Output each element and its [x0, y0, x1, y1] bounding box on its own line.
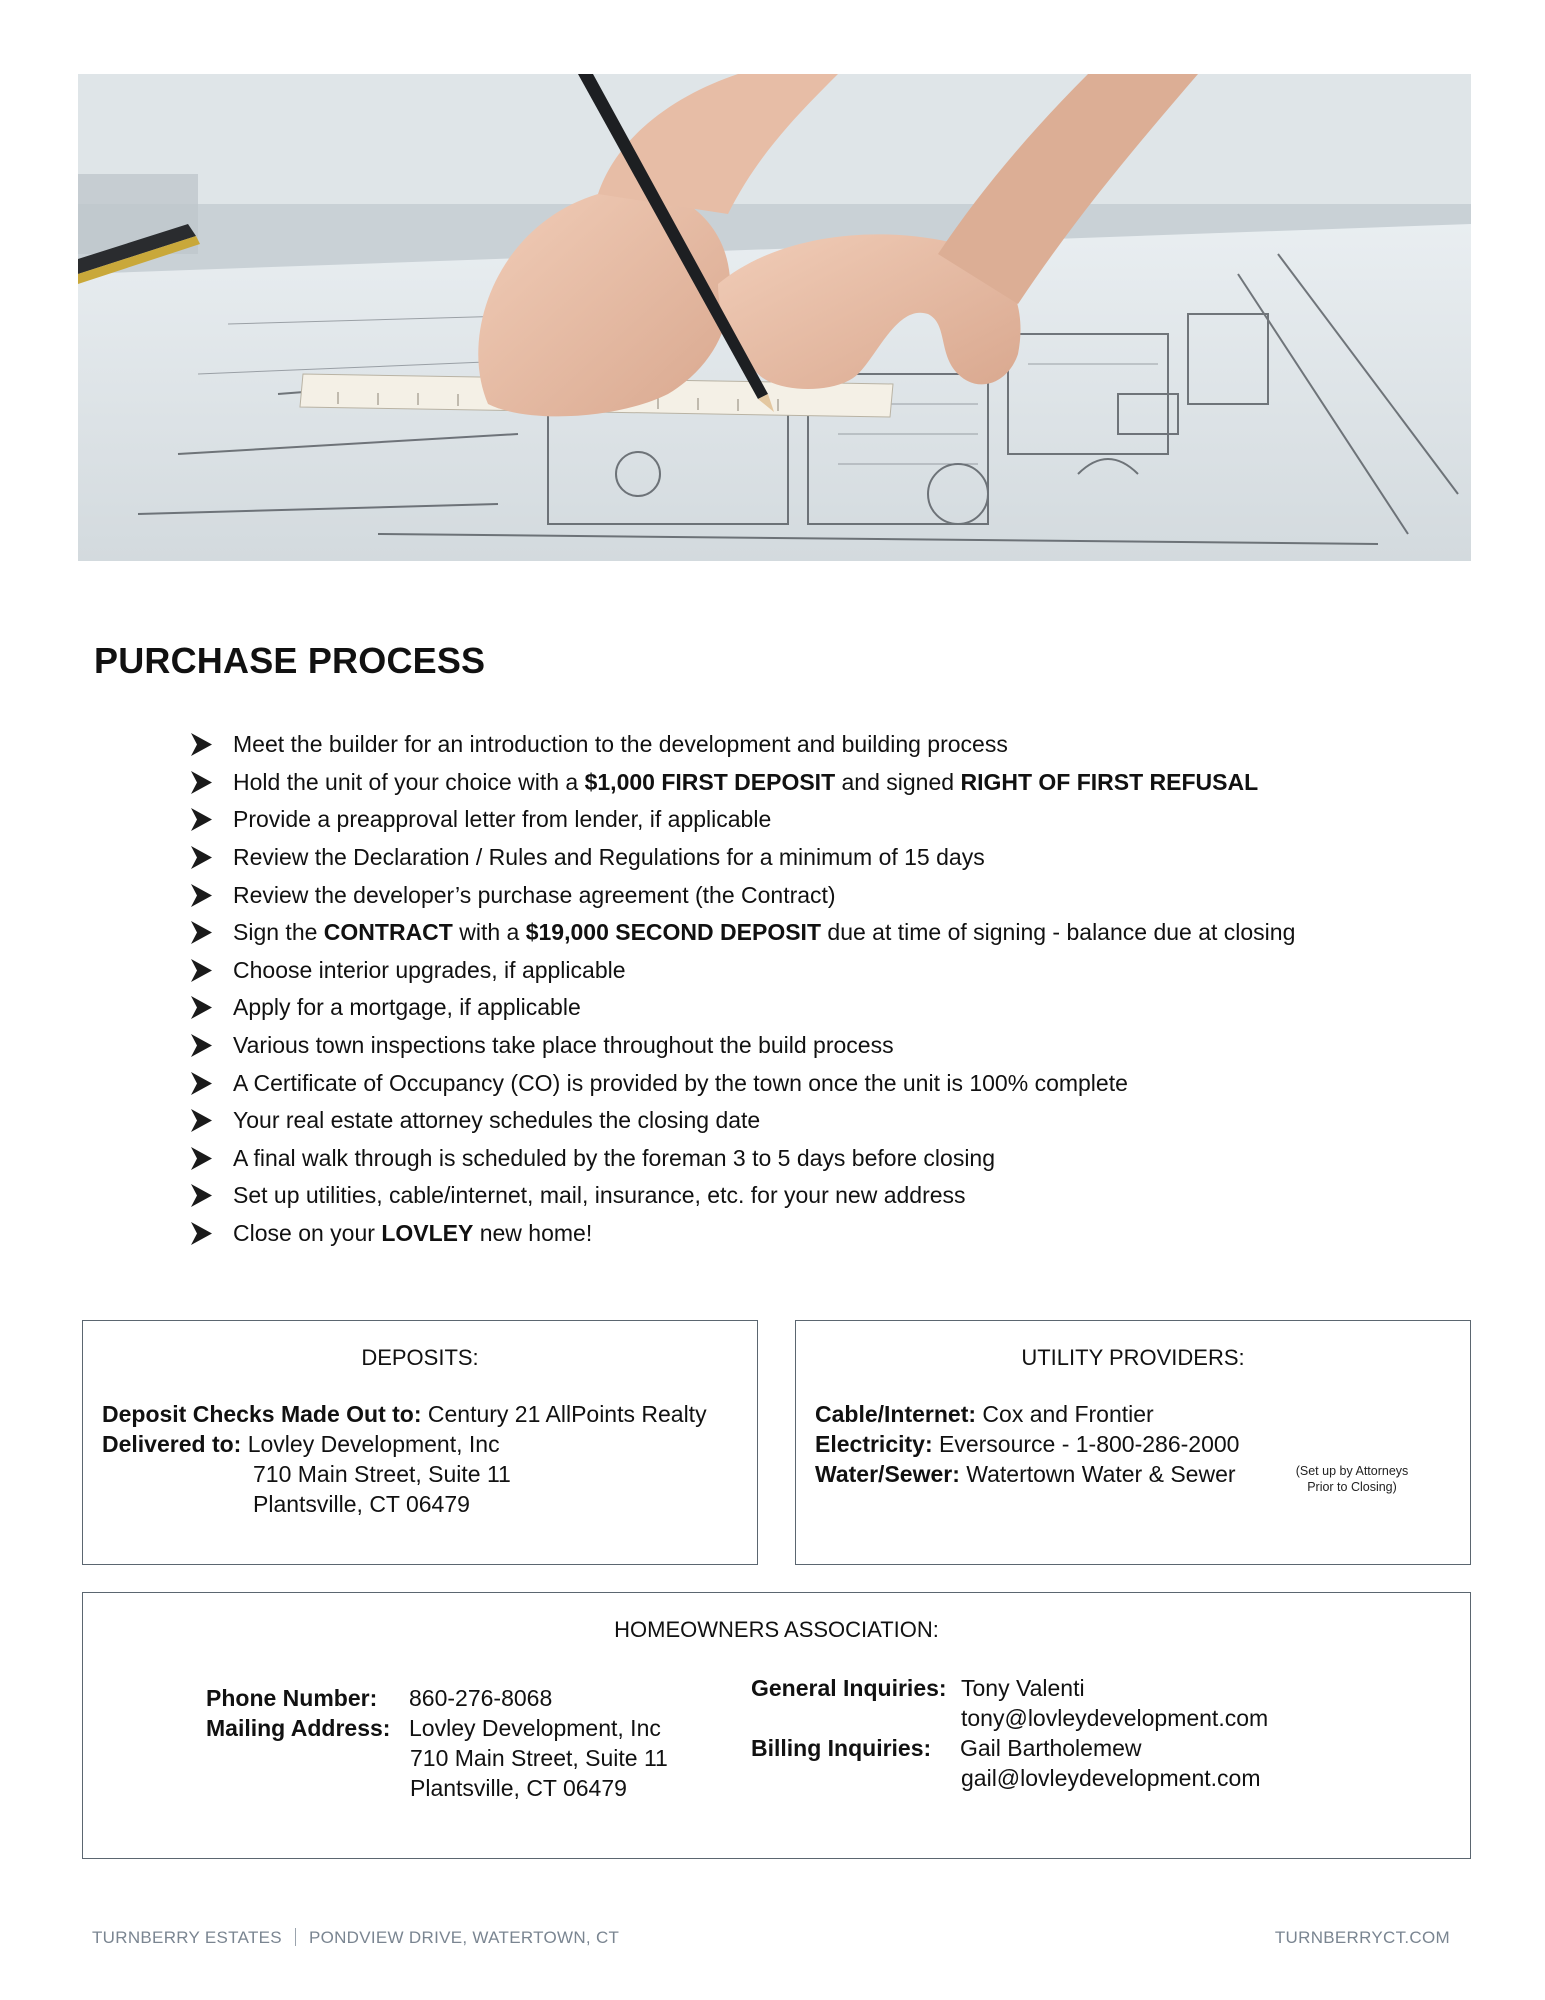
step-text: Various town inspections take place throughout the build process	[233, 1032, 894, 1059]
electricity-row: Electricity: Eversource - 1-800-286-2000	[815, 1431, 1240, 1457]
deposit-made-out-row: Deposit Checks Made Out to: Century 21 AllPoints Realty	[102, 1401, 707, 1427]
arrow-bullet-icon	[189, 883, 214, 908]
blueprint-illustration	[78, 74, 1471, 561]
list-item	[189, 1215, 1295, 1253]
step-text: Review the developer’s purchase agreement (the Contract)	[233, 881, 836, 908]
utility-providers-box	[795, 1320, 1471, 1565]
list-item	[189, 764, 1295, 802]
deposit-address-line: Plantsville, CT 06479	[253, 1491, 470, 1517]
list-item	[189, 801, 1295, 839]
page-title: PURCHASE PROCESS	[94, 640, 486, 681]
deposits-heading: DEPOSITS:	[361, 1345, 479, 1370]
arrow-bullet-icon	[189, 807, 214, 832]
step-text: Close on your LOVLEY new home!	[233, 1220, 593, 1247]
step-text: Set up utilities, cable/internet, mail, insurance, etc. for your new address	[233, 1182, 966, 1209]
arrow-bullet-icon	[189, 845, 214, 870]
step-text: Provide a preapproval letter from lender, if applicable	[233, 806, 772, 833]
footer-development-name: TURNBERRY ESTATES	[92, 1928, 282, 1947]
step-text: A final walk through is scheduled by the foreman 3 to 5 days before closing	[233, 1144, 996, 1171]
list-item	[189, 1102, 1295, 1140]
arrow-bullet-icon	[189, 958, 214, 983]
hoa-heading: HOMEOWNERS ASSOCIATION:	[614, 1617, 939, 1642]
cable-internet-row: Cable/Internet: Cox and Frontier	[815, 1401, 1154, 1427]
step-text: Choose interior upgrades, if applicable	[233, 956, 626, 983]
hoa-mailing-line: 710 Main Street, Suite 11	[410, 1745, 668, 1771]
list-item	[189, 1027, 1295, 1065]
step-text: Meet the builder for an introduction to the development and building process	[233, 731, 1008, 758]
arrow-bullet-icon	[189, 770, 214, 795]
footer-location: PONDVIEW DRIVE, WATERTOWN, CT	[308, 1928, 620, 1947]
arrow-bullet-icon	[189, 1146, 214, 1171]
water-sewer-row: Water/Sewer: Watertown Water & Sewer	[815, 1461, 1236, 1487]
step-text: Review the Declaration / Rules and Regulations for a minimum of 15 days	[233, 844, 985, 871]
hoa-mailing-label: Mailing Address:	[206, 1715, 391, 1741]
footer-left	[92, 1928, 619, 1948]
step-text: Apply for a mortgage, if applicable	[233, 994, 581, 1021]
list-item	[189, 989, 1295, 1027]
step-text: Sign the CONTRACT with a $19,000 SECOND DEPOSIT due at time of signing - balance due at closing	[233, 919, 1296, 946]
water-setup-note: (Set up by Attorneys Prior to Closing)	[1295, 1464, 1409, 1494]
hero-photo	[78, 74, 1471, 561]
list-item	[189, 839, 1295, 877]
hoa-billing-label: Billing Inquiries:	[751, 1735, 932, 1761]
list-item	[189, 876, 1295, 914]
list-item	[189, 952, 1295, 990]
list-item	[189, 1177, 1295, 1215]
hoa-phone-value: 860-276-8068	[409, 1685, 553, 1711]
arrow-bullet-icon	[189, 1221, 214, 1246]
step-text: Your real estate attorney schedules the closing date	[233, 1107, 761, 1134]
hoa-mailing-line: Plantsville, CT 06479	[410, 1775, 627, 1801]
utilities-heading: UTILITY PROVIDERS:	[1021, 1345, 1245, 1370]
list-item	[189, 914, 1295, 952]
purchase-steps-list	[189, 726, 1295, 1252]
arrow-bullet-icon	[189, 1071, 214, 1096]
step-text: A Certificate of Occupancy (CO) is provided by the town once the unit is 100% complete	[233, 1069, 1128, 1096]
deposit-address-line: 710 Main Street, Suite 11	[253, 1461, 511, 1487]
footer-website-link[interactable]: TURNBERRYCT.COM	[1274, 1928, 1450, 1947]
hoa-billing-email[interactable]: gail@lovleydevelopment.com	[961, 1765, 1261, 1791]
footer-divider	[295, 1928, 296, 1946]
list-item	[189, 1140, 1295, 1178]
homeowners-association-box	[82, 1592, 1471, 1859]
list-item	[189, 726, 1295, 764]
arrow-bullet-icon	[189, 1033, 214, 1058]
hoa-general-email[interactable]: tony@lovleydevelopment.com	[961, 1705, 1269, 1731]
deposits-box	[82, 1320, 758, 1565]
hoa-general-name: Tony Valenti	[961, 1675, 1085, 1701]
arrow-bullet-icon	[189, 920, 214, 945]
arrow-bullet-icon	[189, 1183, 214, 1208]
hoa-general-label: General Inquiries:	[751, 1675, 947, 1701]
step-text: Hold the unit of your choice with a $1,000 FIRST DEPOSIT and signed RIGHT OF FIRST REFUSAL	[233, 768, 1259, 795]
arrow-bullet-icon	[189, 995, 214, 1020]
hoa-billing-name: Gail Bartholemew	[960, 1735, 1142, 1761]
hoa-mailing-line: Lovley Development, Inc	[409, 1715, 661, 1741]
deposit-delivered-row: Delivered to: Lovley Development, Inc	[102, 1431, 500, 1457]
hoa-phone-label: Phone Number:	[206, 1685, 378, 1711]
arrow-bullet-icon	[189, 732, 214, 757]
list-item	[189, 1064, 1295, 1102]
arrow-bullet-icon	[189, 1108, 214, 1133]
